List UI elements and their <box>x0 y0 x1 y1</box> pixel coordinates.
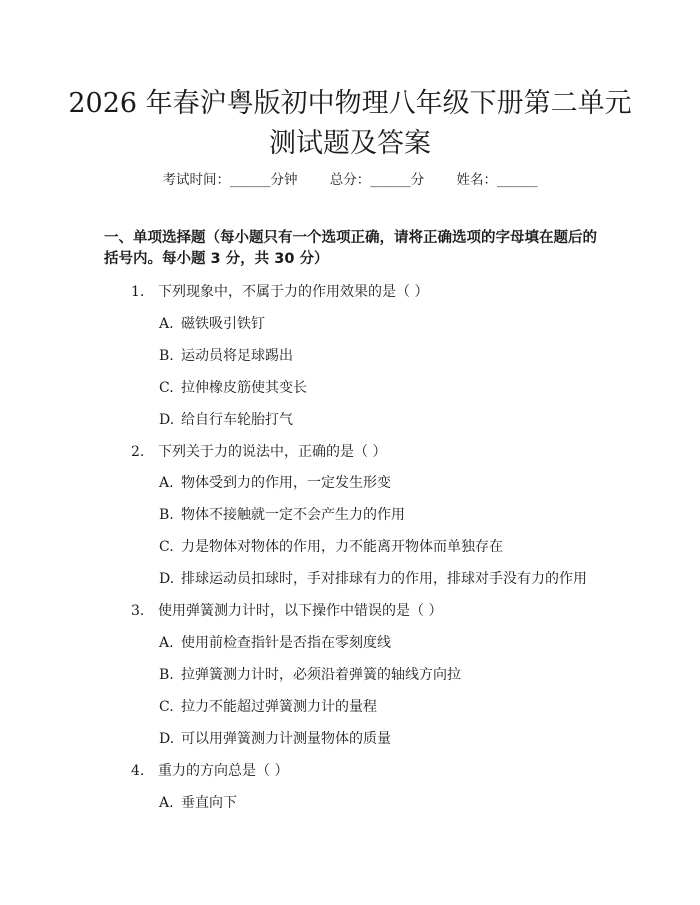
question-text: 下列现象中，不属于力的作用效果的是（ ） <box>158 284 429 300</box>
question-text: 下列关于力的说法中，正确的是（ ） <box>158 444 387 460</box>
option-3a <box>159 634 391 652</box>
document-title: 2026 年春沪粤版初中物理八年级下册第二单元测试题及答案 <box>68 88 632 159</box>
option-letter: D. <box>159 412 175 428</box>
question-2 <box>131 443 386 461</box>
question-3 <box>131 602 442 620</box>
option-2c <box>159 538 503 556</box>
option-text: 物体不接触就一定不会产生力的作用 <box>181 507 405 523</box>
option-1c <box>159 379 307 397</box>
exam-time: 考试时间：______分钟 <box>162 172 298 188</box>
option-3d <box>159 730 391 748</box>
option-letter: A. <box>159 795 174 811</box>
option-3b <box>159 666 461 684</box>
option-text: 排球运动员扣球时，手对排球有力的作用，排球对手没有力的作用 <box>181 571 587 587</box>
option-1d <box>159 411 293 429</box>
option-text: 运动员将足球踢出 <box>181 348 293 364</box>
option-letter: A. <box>159 316 174 332</box>
exam-meta <box>0 168 700 188</box>
question-number: 4. <box>131 763 145 779</box>
question-number: 1. <box>131 284 145 300</box>
question-text: 使用弹簧测力计时，以下操作中错误的是（ ） <box>158 603 443 619</box>
option-letter: D. <box>159 731 175 747</box>
option-2b <box>159 506 405 524</box>
option-text: 拉力不能超过弹簧测力计的量程 <box>181 699 377 715</box>
option-2d <box>159 570 587 588</box>
option-letter: C. <box>159 380 174 396</box>
option-letter: C. <box>159 699 174 715</box>
option-letter: A. <box>159 635 174 651</box>
option-text: 可以用弹簧测力计测量物体的质量 <box>181 731 391 747</box>
student-name: 姓名：______ <box>456 172 538 188</box>
option-4a <box>159 794 237 812</box>
option-text: 拉弹簧测力计时，必须沿着弹簧的轴线方向拉 <box>181 667 461 683</box>
option-text: 拉伸橡皮筋使其变长 <box>181 380 307 396</box>
option-text: 力是物体对物体的作用，力不能离开物体而单独存在 <box>181 539 503 555</box>
question-4 <box>131 762 288 780</box>
option-letter: D. <box>159 571 175 587</box>
option-3c <box>159 698 377 716</box>
section-heading: 一、单项选择题（每小题只有一个选项正确，请将正确选项的字母填在题后的括号内。每小题 3 分，共 30 分） <box>104 230 597 267</box>
option-text: 使用前检查指针是否指在零刻度线 <box>181 635 391 651</box>
question-number: 3. <box>131 603 145 619</box>
option-text: 磁铁吸引铁钉 <box>181 316 265 332</box>
exam-score: 总分：______分 <box>329 172 425 188</box>
option-letter: B. <box>159 348 174 364</box>
question-text: 重力的方向总是（ ） <box>158 763 289 779</box>
option-letter: B. <box>159 667 174 683</box>
option-text: 给自行车轮胎打气 <box>181 412 293 428</box>
option-text: 物体受到力的作用，一定发生形变 <box>181 475 391 491</box>
question-1 <box>131 283 428 301</box>
question-number: 2. <box>131 444 145 460</box>
option-1b <box>159 347 293 365</box>
option-letter: B. <box>159 507 174 523</box>
option-letter: A. <box>159 475 174 491</box>
option-2a <box>159 474 391 492</box>
option-text: 垂直向下 <box>181 795 237 811</box>
option-letter: C. <box>159 539 174 555</box>
option-1a <box>159 315 265 333</box>
